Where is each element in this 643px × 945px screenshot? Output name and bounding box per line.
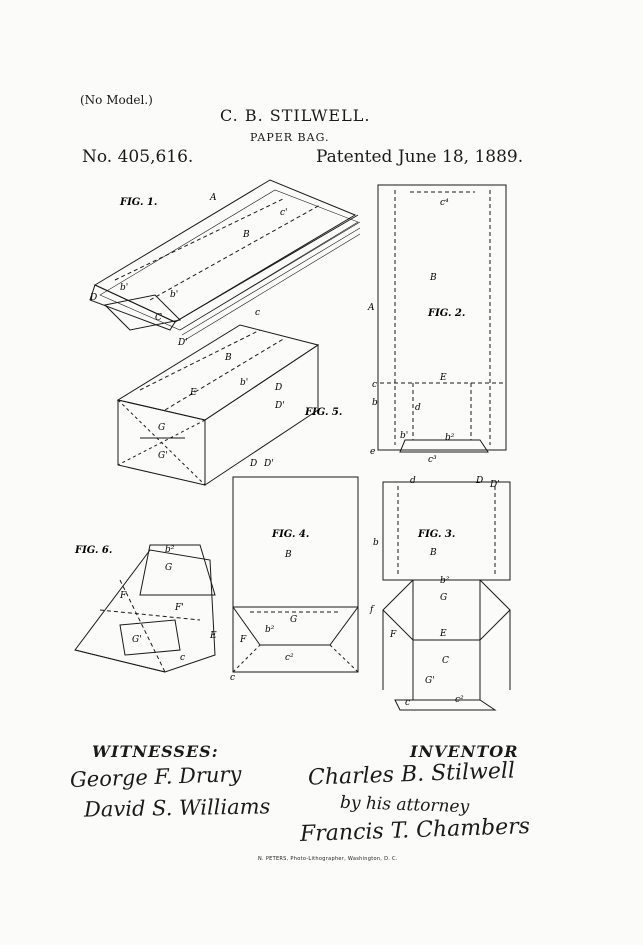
fig1-label: FIG. 1. — [120, 197, 158, 208]
ref-fig2-c4: c⁴ — [440, 198, 449, 208]
ref-fig3-dd: D — [476, 476, 484, 486]
ref-fig4-b: B — [285, 550, 292, 560]
ref-fig2-c: c — [372, 380, 378, 390]
ref-fig1-b1: b' — [120, 283, 129, 293]
ref-fig2-e: E — [440, 373, 447, 383]
ref-fig1-a: A — [210, 193, 217, 203]
ref-fig3-g1: G' — [425, 676, 435, 686]
ref-fig3-c2: c² — [455, 695, 464, 705]
ref-fig6-g: G — [165, 563, 173, 573]
ref-fig3-f: F — [390, 630, 397, 640]
ref-fig2-c3: c³ — [428, 455, 437, 465]
figure-4 — [233, 477, 358, 672]
witness-2-signature: David S. Williams — [83, 794, 271, 822]
ref-fig1-b: B — [243, 230, 250, 240]
fig6-label: FIG. 6. — [75, 545, 113, 556]
fig2-label: FIG. 2. — [428, 308, 466, 319]
fig5-label: FIG. 5. — [305, 407, 343, 418]
ref-fig3-bb: B — [430, 548, 437, 558]
witnesses-label: WITNESSES: — [92, 742, 219, 761]
ref-fig4-f: F — [240, 635, 247, 645]
ref-fig5-d1: D' — [275, 401, 285, 411]
inventor-signature: Charles B. Stilwell — [307, 758, 516, 791]
ref-fig4-b2: b² — [265, 625, 275, 635]
ref-fig2-a: A — [368, 303, 375, 313]
ref-fig5-g: G — [158, 423, 166, 433]
ref-fig6-f: F — [120, 591, 127, 601]
ref-fig3-ff: f — [370, 605, 374, 615]
ref-fig5-b1: b' — [240, 378, 249, 388]
ref-fig5-e: E — [190, 388, 197, 398]
witness-1-signature: George F. Drury — [69, 762, 242, 792]
fig4-label: FIG. 4. — [272, 529, 310, 540]
patent-date: Patented June 18, 1889. — [316, 147, 524, 167]
ref-fig5-d: D — [275, 383, 283, 393]
ref-fig1-c: c — [255, 308, 261, 318]
ref-fig6-c: c — [180, 653, 186, 663]
ref-fig2-b1: b' — [400, 431, 409, 441]
ref-fig3-g: G — [440, 593, 448, 603]
ref-fig1-b1b: b' — [170, 290, 179, 300]
ref-fig5-b: B — [225, 353, 232, 363]
ref-fig3-d: d — [410, 476, 416, 486]
inventor-label: INVENTOR — [410, 742, 519, 761]
ref-fig3-e: E — [440, 629, 447, 639]
ref-fig4-c: c — [230, 673, 236, 683]
ref-fig1-d1: D' — [178, 338, 188, 348]
ref-fig6-g1: G' — [132, 635, 142, 645]
model-note: (No Model.) — [80, 93, 153, 107]
ref-fig6-f1: F' — [175, 603, 184, 613]
ref-fig3-cc: c — [405, 698, 411, 708]
ref-fig1-d: D — [90, 293, 98, 303]
fig3-label: FIG. 3. — [418, 529, 456, 540]
attorney-signature: Francis T. Chambers — [299, 813, 531, 848]
ref-fig3-d1: D' — [490, 480, 500, 490]
ref-fig2-d: d — [415, 403, 421, 413]
ref-fig3-c: C — [442, 656, 449, 666]
ref-fig1-cc: C — [155, 313, 162, 323]
ref-fig2-b0: b — [372, 398, 378, 408]
figure-5 — [118, 325, 318, 485]
ref-fig6-b2: b² — [165, 545, 175, 555]
ref-fig1-c1: c' — [280, 208, 288, 218]
ref-fig3-b: b — [373, 538, 379, 548]
ref-fig2-e2: e — [370, 447, 376, 457]
by-attorney-text: by his attorney — [339, 792, 470, 818]
lithographer-footer: N. PETERS, Photo-Lithographer, Washington, D. C. — [258, 856, 398, 862]
ref-fig2-b: B — [430, 273, 437, 283]
inventor-name: C. B. STILWELL. — [220, 106, 371, 125]
patent-title: PAPER BAG. — [250, 131, 330, 144]
ref-fig4-d: D — [250, 459, 258, 469]
ref-fig5-g1: G' — [158, 451, 168, 461]
ref-fig4-d1: D' — [264, 459, 274, 469]
ref-fig4-c2: c² — [285, 653, 294, 663]
ref-fig2-b2: b² — [445, 433, 455, 443]
ref-fig6-e: E — [210, 631, 217, 641]
patent-number: No. 405,616. — [82, 147, 194, 167]
ref-fig4-g: G — [290, 615, 298, 625]
figure-6 — [75, 545, 215, 672]
ref-fig3-b2: b² — [440, 576, 450, 586]
